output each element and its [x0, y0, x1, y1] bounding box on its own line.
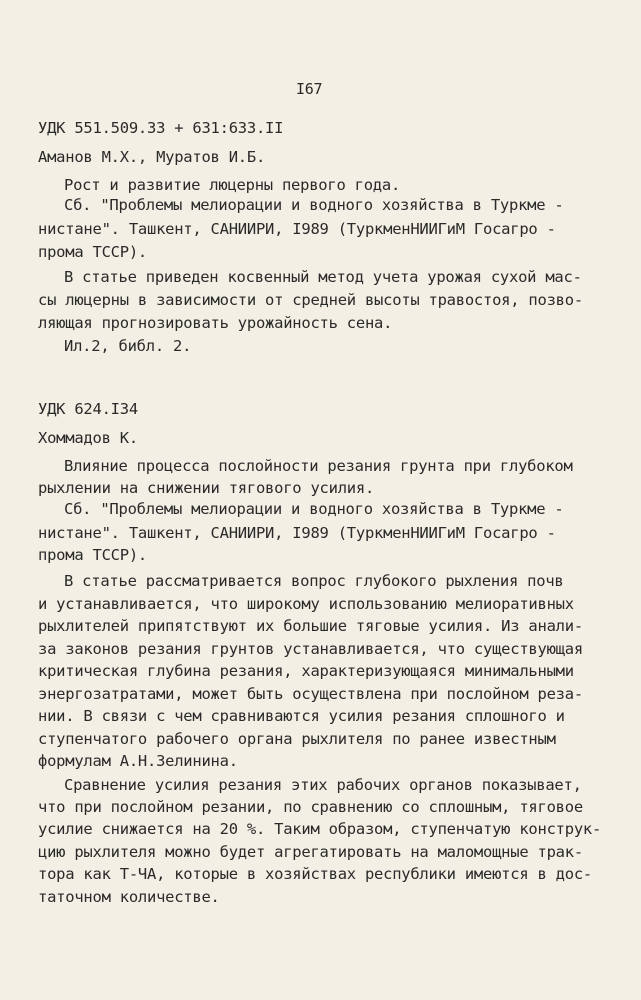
article-1-abstract-line: В статье приведен косвенный метод учета урожая сухой мас-: [64, 268, 582, 286]
article-2-title-line: рыхлении на снижении тягового усилия.: [38, 479, 375, 497]
article-2-authors: Хоммадов К.: [38, 429, 138, 447]
article-2-abstract-line: Сравнение усилия резания этих рабочих органов показывает,: [64, 776, 582, 794]
article-2-abstract-line: рыхлителей припятствуют их большие тяговые усилия. Из анали-: [38, 617, 583, 635]
article-2-abstract-line: и устанавливается, что широкому использованию мелиоративных: [38, 595, 574, 613]
article-1-title-line: Рост и развитие люцерны первого года.: [64, 176, 401, 194]
article-2-abstract-line: критическая глубина резания, характеризующаяся минимальными: [38, 662, 574, 680]
article-1-abstract-line: Ил.2, библ. 2.: [64, 337, 192, 355]
article-2-source-line: прома ТССР).: [38, 546, 147, 564]
article-2-abstract-line: нии. В связи с чем сравниваются усилия резания сплошного и: [38, 707, 565, 725]
article-1-abstract-line: ляющая прогнозировать урожайность сена.: [38, 314, 393, 332]
article-2-udc: УДК 624.I34: [38, 400, 138, 418]
article-2-abstract-line: тора как Т-ЧА, которые в хозяйствах республики имеются в дос-: [38, 865, 592, 883]
article-2-abstract-line: за законов резания грунтов устанавливается, что существующая: [38, 640, 583, 658]
article-2-title-line: Влияние процесса послойности резания грунта при глубоком: [64, 457, 573, 475]
article-2-source-line: нистане". Ташкент, САНИИРИ, I989 (ТуркменНИИГиМ Госагро -: [38, 524, 556, 542]
article-1-source-line: прома ТССР).: [38, 243, 147, 261]
article-1-source-line: Сб. "Проблемы мелиорации и водного хозяйства в Туркме -: [64, 196, 564, 214]
article-2-abstract-line: что при послойном резании, по сравнению со сплошным, тяговое: [38, 798, 583, 816]
article-2-abstract-line: энергозатратами, может быть осуществлена при послойном реза-: [38, 685, 583, 703]
article-2-abstract-line: В статье рассматривается вопрос глубокого рыхления почв: [64, 572, 564, 590]
article-1-udc: УДК 551.509.33 + 631:633.II: [38, 119, 284, 137]
article-2-abstract-line: формулам А.Н.Зелинина.: [38, 752, 238, 770]
article-2-abstract-line: ступенчатого рабочего органа рыхлителя по ранее известным: [38, 730, 556, 748]
page-number: I67: [296, 80, 323, 98]
article-2-source-line: Сб. "Проблемы мелиорации и водного хозяйства в Туркме -: [64, 500, 564, 518]
article-1-source-line: нистане". Ташкент, САНИИРИ, I989 (ТуркменНИИГиМ Госагро -: [38, 220, 556, 238]
article-1-authors: Аманов М.Х., Муратов И.Б.: [38, 148, 266, 166]
article-2-abstract-line: цию рыхлителя можно будет агрегатировать на маломощные трак-: [38, 843, 583, 861]
article-2-abstract-line: таточном количестве.: [38, 888, 220, 906]
article-1-abstract-line: сы люцерны в зависимости от средней высоты травостоя, позво-: [38, 291, 583, 309]
article-2-abstract-line: усилие снижается на 20 %. Таким образом, ступенчатую конструк-: [38, 820, 602, 838]
